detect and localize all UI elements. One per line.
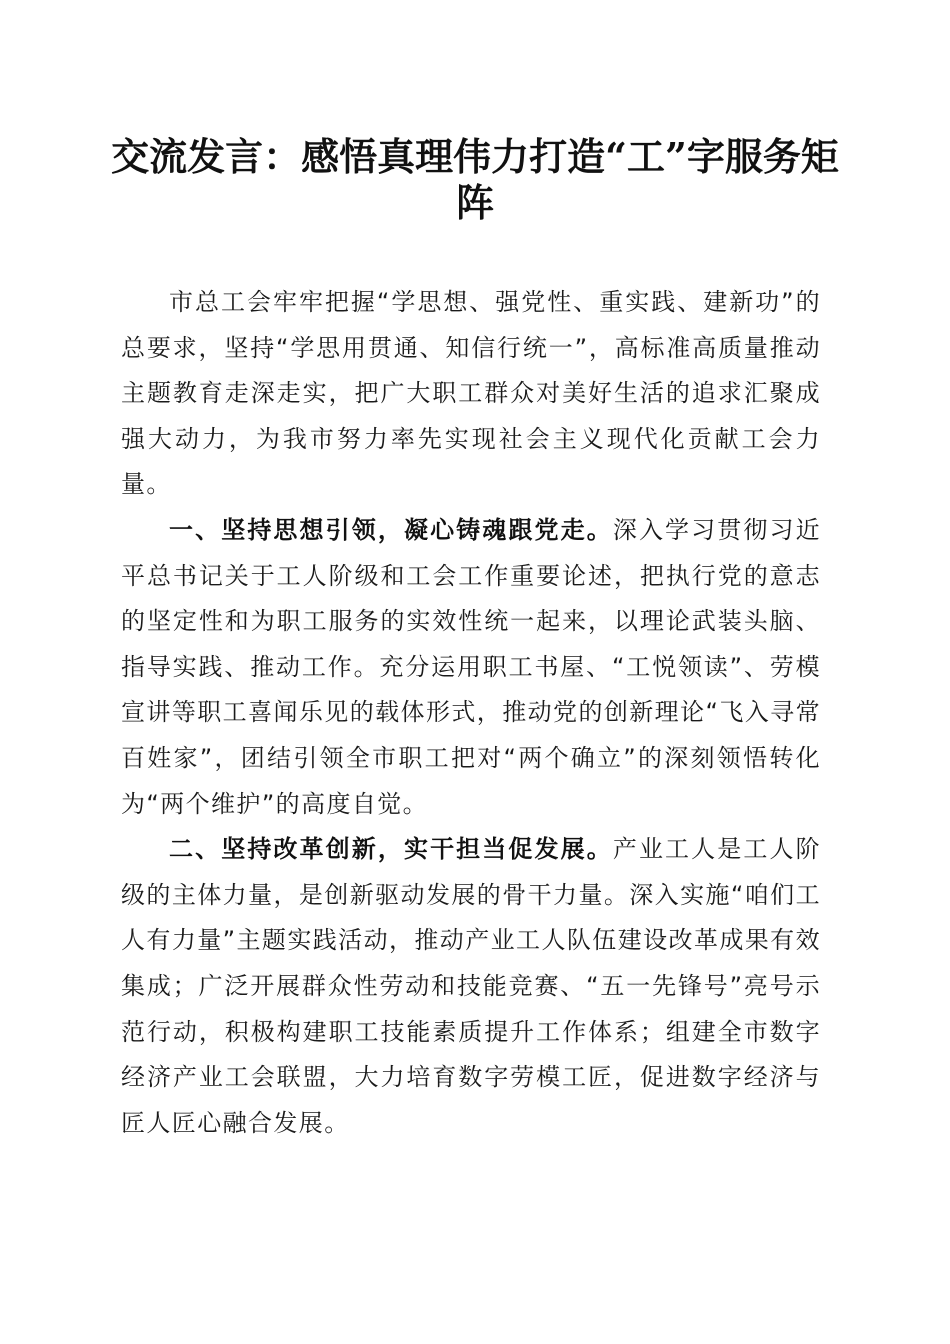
paragraph-section-2-heading: 二、坚持改革创新，实干担当促发展。 [169,835,613,864]
paragraph-section-2-text: 产业工人是工人阶级的主体力量，是创新驱动发展的骨干力量。深入实施“咱们工人有力量”主题实践活动，推动产业工人队伍建设改革成果有效集成；广泛开展群众性劳动和技能竞赛、“五一先锋号”亮号示范行动，积极构建职工技能素质提升工作体系；组建全市数字经济产业工会联盟，大力培育数字劳模工匠，促进数字经济与匠人匠心融合发展。 [121,835,821,1137]
paragraph-intro [121,280,821,508]
paragraph-section-1-text: 深入学习贯彻习近平总书记关于工人阶级和工会工作重要论述，把执行党的意志的坚定性和为职工服务的实效性统一起来，以理论武装头脑、指导实践、推动工作。充分运用职工书屋、“工悦领读”、劳模宣讲等职工喜闻乐见的载体形式，推动党的创新理论“飞入寻常百姓家”，团结引领全市职工把对“两个确立”的深刻领悟转化为“两个维护”的高度自觉。 [121,515,821,818]
paragraph-intro-text: 市总工会牢牢把握“学思想、强党性、重实践、建新功”的总要求，坚持“学思用贯通、知信行统一”，高标准高质量推动主题教育走深走实，把广大职工群众对美好生活的追求汇聚成强大动力，为我市努力率先实现社会主义现代化贡献工会力量。 [121,288,821,499]
paragraph-section-1 [121,508,821,827]
document-body [121,280,821,1146]
document-title: 交流发言：感悟真理伟力打造“工”字服务矩阵 [111,134,839,225]
paragraph-section-1-heading: 一、坚持思想引领，凝心铸魂跟党走。 [169,515,613,544]
paragraph-section-2 [121,827,821,1146]
